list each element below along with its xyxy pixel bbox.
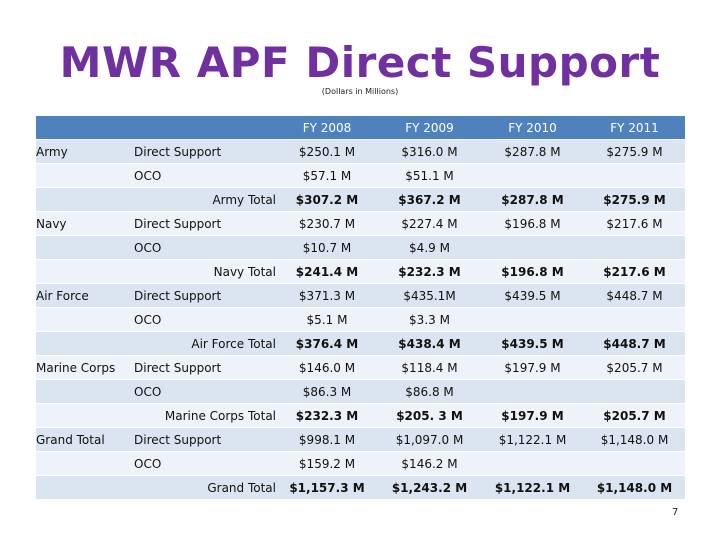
value-cell: $448.7 M <box>584 284 685 307</box>
branch-cell <box>36 380 134 403</box>
value-cell: $4.9 M <box>378 236 481 259</box>
value-cell: $217.6 M <box>584 212 685 235</box>
branch-cell <box>36 260 134 283</box>
table-row <box>36 260 685 283</box>
value-cell: $197.9 M <box>481 356 584 379</box>
value-cell <box>481 380 584 403</box>
page-title: MWR APF Direct Support <box>59 38 661 87</box>
branch-cell <box>36 452 134 475</box>
category-cell: OCO <box>134 452 276 475</box>
table-row <box>36 164 685 187</box>
value-cell: $439.5 M <box>481 284 584 307</box>
value-cell: $367.2 M <box>378 188 481 211</box>
value-cell: $1,148.0 M <box>584 476 685 499</box>
table-row <box>36 236 685 259</box>
units-subtitle: (Dollars in Millions) <box>321 87 399 96</box>
value-cell: $197.9 M <box>481 404 584 427</box>
category-cell: Direct Support <box>134 140 276 163</box>
value-cell <box>584 164 685 187</box>
funding-table <box>36 115 685 500</box>
total-label-cell: Air Force Total <box>134 332 276 355</box>
value-cell <box>584 236 685 259</box>
value-cell: $1,122.1 M <box>481 428 584 451</box>
value-cell: $316.0 M <box>378 140 481 163</box>
value-cell: $51.1 M <box>378 164 481 187</box>
value-cell <box>481 452 584 475</box>
value-cell: $217.6 M <box>584 260 685 283</box>
value-cell: $86.3 M <box>276 380 378 403</box>
category-cell: Direct Support <box>134 356 276 379</box>
branch-cell: Marine Corps <box>36 356 134 379</box>
value-cell: $232.3 M <box>378 260 481 283</box>
branch-cell: Grand Total <box>36 428 134 451</box>
table-row <box>36 332 685 355</box>
value-cell: $232.3 M <box>276 404 378 427</box>
column-header: FY 2008 <box>276 116 378 139</box>
table-row <box>36 188 685 211</box>
value-cell: $371.3 M <box>276 284 378 307</box>
value-cell: $376.4 M <box>276 332 378 355</box>
branch-cell <box>36 404 134 427</box>
value-cell: $307.2 M <box>276 188 378 211</box>
value-cell: $3.3 M <box>378 308 481 331</box>
value-cell: $86.8 M <box>378 380 481 403</box>
value-cell: $448.7 M <box>584 332 685 355</box>
table-row <box>36 428 685 451</box>
value-cell: $998.1 M <box>276 428 378 451</box>
value-cell: $230.7 M <box>276 212 378 235</box>
value-cell: $439.5 M <box>481 332 584 355</box>
branch-cell <box>36 308 134 331</box>
value-cell <box>481 308 584 331</box>
value-cell <box>584 452 685 475</box>
value-cell: $10.7 M <box>276 236 378 259</box>
category-cell: OCO <box>134 308 276 331</box>
total-label-cell: Grand Total <box>134 476 276 499</box>
value-cell: $287.8 M <box>481 188 584 211</box>
category-cell: Direct Support <box>134 428 276 451</box>
value-cell: $146.0 M <box>276 356 378 379</box>
value-cell: $435.1M <box>378 284 481 307</box>
value-cell: $250.1 M <box>276 140 378 163</box>
branch-cell: Navy <box>36 212 134 235</box>
branch-cell <box>36 236 134 259</box>
category-cell: Direct Support <box>134 212 276 235</box>
table-row <box>36 140 685 163</box>
value-cell: $205. 3 M <box>378 404 481 427</box>
header-row <box>36 116 685 139</box>
value-cell: $5.1 M <box>276 308 378 331</box>
table-row <box>36 380 685 403</box>
header-branch-cell <box>36 116 134 139</box>
column-header: FY 2010 <box>481 116 584 139</box>
branch-cell: Army <box>36 140 134 163</box>
table-row <box>36 476 685 499</box>
value-cell: $438.4 M <box>378 332 481 355</box>
total-label-cell: Marine Corps Total <box>134 404 276 427</box>
value-cell: $275.9 M <box>584 140 685 163</box>
branch-cell: Air Force <box>36 284 134 307</box>
value-cell: $57.1 M <box>276 164 378 187</box>
value-cell <box>584 308 685 331</box>
total-label-cell: Navy Total <box>134 260 276 283</box>
column-header: FY 2011 <box>584 116 685 139</box>
value-cell: $196.8 M <box>481 212 584 235</box>
total-label-cell: Army Total <box>134 188 276 211</box>
value-cell: $1,243.2 M <box>378 476 481 499</box>
value-cell: $287.8 M <box>481 140 584 163</box>
value-cell: $196.8 M <box>481 260 584 283</box>
value-cell <box>481 236 584 259</box>
value-cell: $159.2 M <box>276 452 378 475</box>
category-cell: OCO <box>134 236 276 259</box>
page-number: 7 <box>672 507 679 518</box>
value-cell: $227.4 M <box>378 212 481 235</box>
category-cell: Direct Support <box>134 284 276 307</box>
branch-cell <box>36 332 134 355</box>
category-cell: OCO <box>134 380 276 403</box>
value-cell: $205.7 M <box>584 404 685 427</box>
table-row <box>36 284 685 307</box>
branch-cell <box>36 476 134 499</box>
value-cell: $1,157.3 M <box>276 476 378 499</box>
value-cell: $146.2 M <box>378 452 481 475</box>
branch-cell <box>36 164 134 187</box>
value-cell: $275.9 M <box>584 188 685 211</box>
table-row <box>36 404 685 427</box>
value-cell <box>584 380 685 403</box>
table-row <box>36 308 685 331</box>
value-cell: $205.7 M <box>584 356 685 379</box>
value-cell: $1,122.1 M <box>481 476 584 499</box>
value-cell: $1,097.0 M <box>378 428 481 451</box>
table-row <box>36 212 685 235</box>
value-cell: $241.4 M <box>276 260 378 283</box>
category-cell: OCO <box>134 164 276 187</box>
branch-cell <box>36 188 134 211</box>
value-cell <box>481 164 584 187</box>
value-cell: $118.4 M <box>378 356 481 379</box>
header-label-cell <box>134 116 276 139</box>
column-header: FY 2009 <box>378 116 481 139</box>
table-row <box>36 452 685 475</box>
table-row <box>36 356 685 379</box>
value-cell: $1,148.0 M <box>584 428 685 451</box>
